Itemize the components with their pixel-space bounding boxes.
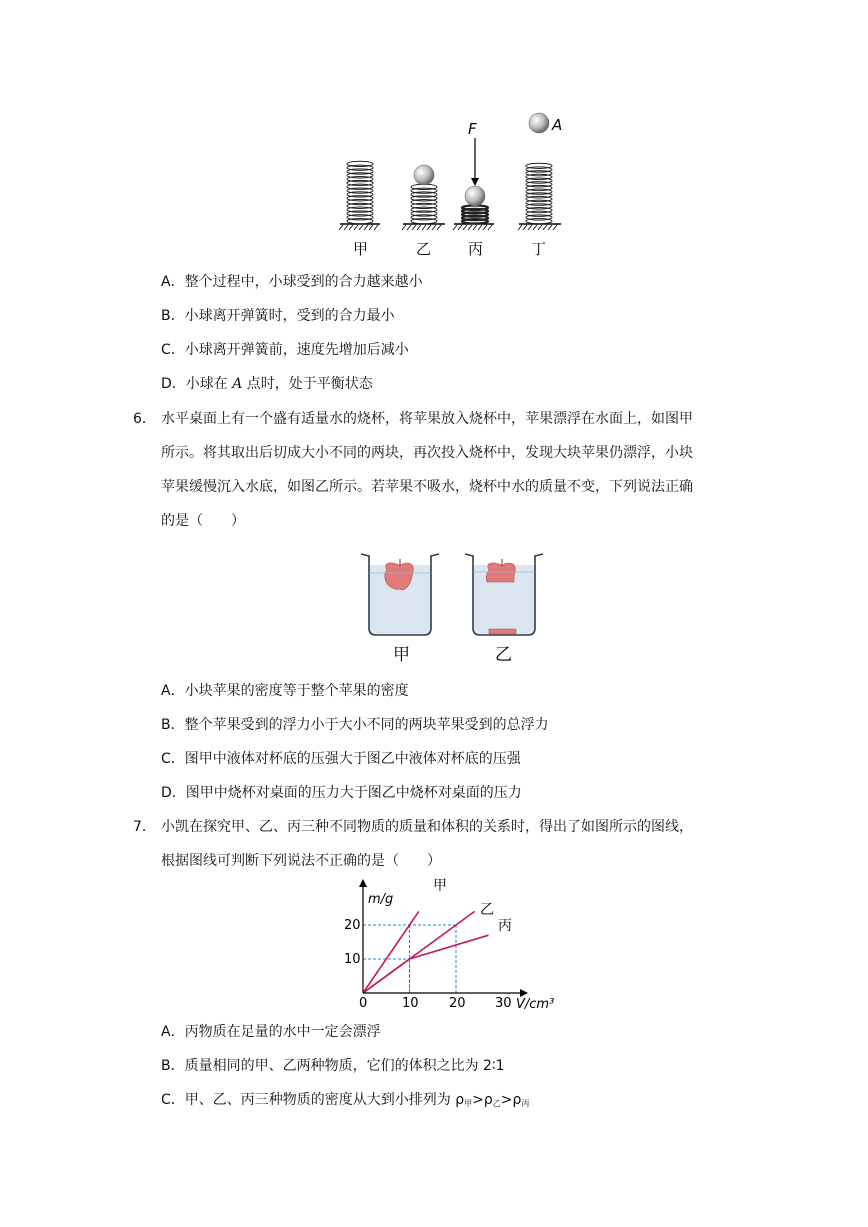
ground-hatch	[354, 225, 358, 230]
option-letter: B．	[161, 1058, 185, 1074]
point-a-italic: A	[232, 376, 243, 392]
option-text: 整个过程中，小球受到的合力越来越小	[184, 274, 423, 290]
option-letter: C．	[161, 342, 185, 358]
gt-sign: >ρ	[472, 1092, 493, 1108]
option-letter: B．	[161, 717, 185, 733]
ground-hatch	[458, 225, 462, 230]
ground-hatch	[533, 225, 537, 230]
y-tick-10: 10	[344, 952, 361, 967]
ground-hatch	[417, 225, 421, 230]
ground-hatch	[553, 225, 557, 230]
ground-hatch	[374, 225, 378, 230]
ground-hatch	[538, 225, 542, 230]
x-axis-label: V/cm³	[516, 997, 555, 1012]
q6-option-a	[161, 681, 409, 701]
option-text: 小球离开弹簧时，受到的合力最小	[184, 308, 395, 324]
beaker-jia	[361, 554, 439, 635]
label-bing: 丙	[468, 240, 484, 258]
option-text: 整个苹果受到的浮力小于大小不同的两块苹果受到的总浮力	[184, 717, 549, 733]
option-text: 小块苹果的密度等于整个苹果的密度	[184, 683, 409, 699]
ground-hatch	[468, 225, 472, 230]
ground-hatch	[359, 225, 363, 230]
label-jia: 甲	[353, 240, 369, 258]
ground-hatch	[427, 225, 431, 230]
ground-hatch	[463, 225, 467, 230]
option-text: 小球离开弹簧前，速度先增加后减小	[184, 342, 409, 358]
springs-figure	[320, 108, 580, 260]
x-tick-10: 10	[402, 996, 419, 1011]
beaker-label-yi: 乙	[495, 645, 512, 665]
rho-sub-bing: 丙	[521, 1099, 530, 1108]
ground-hatch	[364, 225, 368, 230]
ground-hatch	[453, 225, 457, 230]
option-text: 甲、乙、丙三种物质的密度从大到小排列为 ρ	[184, 1092, 465, 1108]
mass-volume-chart	[330, 872, 560, 1012]
x-tick-30: 30	[495, 996, 512, 1011]
ground-hatch	[349, 225, 353, 230]
option-text: 质量相同的甲、乙两种物质，它们的体积之比为 2∶1	[184, 1058, 505, 1074]
spring-coil	[347, 218, 373, 223]
option-letter: D．	[161, 376, 186, 392]
ground-hatch	[432, 225, 436, 230]
q6-text-line-3: 苹果缓慢沉入水底，如图乙所示。若苹果不吸水，烧杯中水的质量不变，下列说法正确	[161, 479, 693, 495]
ground-hatch	[483, 225, 487, 230]
ground-hatch	[528, 225, 532, 230]
option-letter: D．	[161, 785, 186, 801]
beaker-yi	[465, 554, 543, 635]
q7-option-b	[161, 1056, 505, 1076]
rho-sub-yi: 乙	[492, 1099, 501, 1108]
x-tick-20: 20	[449, 996, 466, 1011]
option-letter: C．	[161, 751, 185, 767]
ground-hatch	[548, 225, 552, 230]
q7-option-a	[161, 1022, 381, 1042]
option-letter: A．	[161, 274, 185, 290]
label-yi: 乙	[416, 240, 432, 258]
q6-option-c	[161, 749, 521, 769]
gt-sign: >ρ	[500, 1092, 522, 1108]
spring-coil	[462, 219, 488, 223]
option-text: 小球在	[185, 376, 233, 392]
q6-option-b	[161, 715, 549, 735]
q6-number: 6．	[133, 411, 156, 427]
q7-option-c	[161, 1090, 529, 1114]
ground-hatch	[437, 225, 441, 230]
option-letter: A．	[161, 683, 185, 699]
q5-option-a	[161, 272, 423, 292]
ball-bing	[465, 186, 485, 206]
x-tick-0: 0	[359, 996, 368, 1011]
ground-hatch	[412, 225, 416, 230]
ground-hatch	[518, 225, 522, 230]
option-letter: B．	[161, 308, 185, 324]
q7-number: 7．	[133, 819, 156, 835]
ground-hatch	[478, 225, 482, 230]
option-text-end: 点时，处于平衡状态	[242, 376, 373, 392]
series-line-jia	[363, 911, 419, 993]
ground-hatch	[523, 225, 527, 230]
y-axis-label: m/g	[368, 892, 394, 907]
apple-small-piece	[489, 629, 516, 634]
series-label-bing: 丙	[498, 918, 512, 934]
ground-hatch	[402, 225, 406, 230]
q5-option-b	[161, 306, 395, 326]
ground-hatch	[407, 225, 411, 230]
series-label-jia: 甲	[433, 878, 447, 894]
ground-hatch	[344, 225, 348, 230]
ground-hatch	[369, 225, 373, 230]
ground-hatch	[488, 225, 492, 230]
ball-a	[529, 113, 549, 133]
q6-text-line-4: 的是（ ）	[161, 513, 245, 529]
ground-hatch	[339, 225, 343, 230]
q7-text-line-1: 小凯在探究甲、乙、丙三种不同物质的质量和体积的关系时，得出了如图所示的图线，	[161, 819, 693, 835]
option-letter: A．	[161, 1024, 185, 1040]
spring-coil	[526, 219, 552, 224]
series-label-yi: 乙	[480, 902, 494, 918]
q6-text-line-2: 所示。将其取出后切成大小不同的两块，再次投入烧杯中，发现大块苹果仍漂浮，小块	[161, 445, 693, 461]
option-text: 丙物质在足量的水中一定会漂浮	[184, 1024, 381, 1040]
q5-option-d	[161, 374, 373, 394]
q6-option-d	[161, 783, 522, 803]
point-a-label: A	[552, 116, 563, 134]
label-ding: 丁	[531, 240, 547, 258]
spring-coil	[411, 219, 437, 224]
ground-hatch	[422, 225, 426, 230]
ground-hatch	[543, 225, 547, 230]
option-letter: C．	[161, 1092, 185, 1108]
option-text: 图甲中液体对杯底的压强大于图乙中液体对杯底的压强	[184, 751, 521, 767]
rho-sub-jia: 甲	[464, 1099, 473, 1108]
beaker-label-jia: 甲	[393, 645, 410, 665]
beakers-figure	[355, 548, 545, 670]
q7-text-line-2: 根据图线可判断下列说法不正确的是（ ）	[161, 853, 441, 869]
ball-yi	[414, 165, 434, 185]
option-text: 图甲中烧杯对桌面的压力大于图乙中烧杯对桌面的压力	[185, 785, 522, 801]
q6-text-line-1: 水平桌面上有一个盛有适量水的烧杯，将苹果放入烧杯中，苹果漂浮在水面上，如图甲	[161, 411, 693, 427]
ground-hatch	[473, 225, 477, 230]
y-tick-20: 20	[344, 918, 361, 933]
force-label: F	[468, 120, 477, 138]
q5-option-c	[161, 340, 409, 360]
